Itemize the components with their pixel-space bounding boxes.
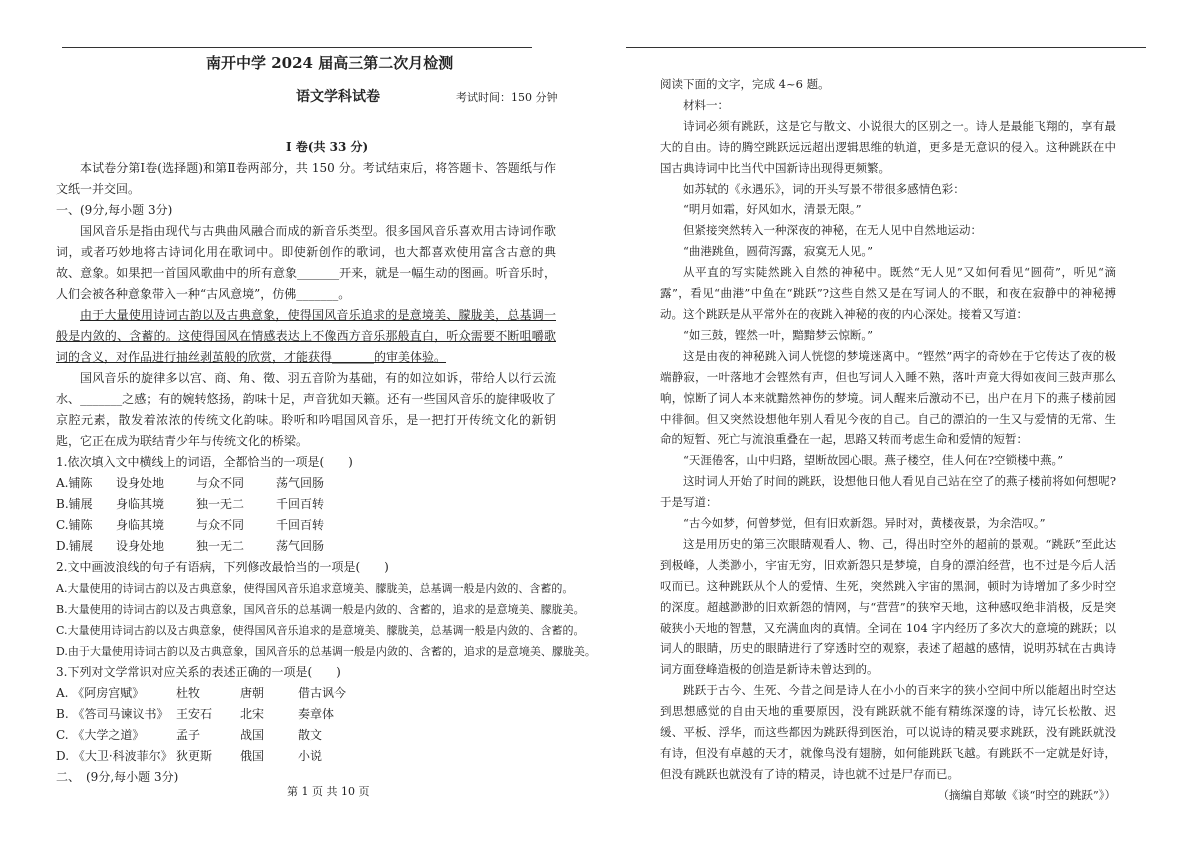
header-rule-left [62, 47, 532, 48]
q2-option-c: C.大量使用诗词古韵以及古典意象，使得国风音乐追求的是意境美、朦胧美，总基调一般是内敛的、含蓄的。 [56, 624, 585, 637]
q3-a-3: 唐朝 [240, 686, 265, 700]
q3-b-1: B. 《答司马谏议书》 [56, 707, 169, 721]
q3-d-1: D. 《大卫·科波菲尔》 [56, 749, 173, 763]
passage-para-3: 国风音乐的旋律多以宫、商、角、徵、羽五音阶为基础，有的如泣如诉，带给人以行云流水、_______之感；有的婉转悠扬，韵味十足，声音犹如天籁。还有一些国风音乐的旋律吸收了京腔元素，散发着浓浓的传统文化韵味。聆听和吟唱国风音乐，是一把打开传统文化的新钥匙，它正在成为联结青少年与传统文化的桥梁。 [56, 371, 556, 448]
school-title: 南开中学 2024 届高三第二次月检测 [206, 54, 454, 72]
article-quote-3: “如三鼓，铿然一叶，黯黯梦云惊断。” [683, 327, 874, 342]
article-quote-4: “天涯倦客，山中归路，望断故园心眼。燕子楼空，佳人何在?空锁楼中燕。” [683, 453, 1064, 468]
reading-lead: 阅读下面的文字，完成 4~6 题。 [660, 77, 830, 91]
q1-b-1: B.铺展 [56, 497, 93, 511]
header-rule-right [626, 47, 1146, 48]
q3-a-4: 借古讽今 [298, 686, 347, 700]
q2-stem: 2.文中画波浪线的句子有语病，下列修改最恰当的一项是( ) [56, 560, 389, 574]
article-para-6: 这时词人开始了时间的跳跃，设想他日他人看见自己站在空了的燕子楼前将如何想呢?于是写道： [660, 474, 1116, 510]
article-quote-5: “古今如梦，何曾梦觉，但有旧欢新怨。异时对，黄楼夜景，为余浩叹。” [683, 516, 1046, 531]
article-para-2: 如苏轼的《永遇乐》，词的开头写景不带很多感情色彩： [683, 181, 965, 196]
passage-para-2: 由于大量使用诗词古韵以及古典意象，使得国风音乐追求的是意境美、朦胧美，总基调一般是内敛的、含蓄的。这使得国风在情感表达上不像西方音乐那般直白，听众需要不断咀嚼歌词的含义，对作品进行抽丝剥茧般的欣赏，才能获得_______的审美体验。 [56, 308, 556, 364]
subject-title: 语文学科试卷 [296, 89, 380, 105]
article-quote-1: “明月如霜，好风如水，清景无限。” [683, 202, 862, 217]
material-label: 材料一： [683, 97, 729, 112]
q3-option-a [56, 683, 556, 704]
q1-options [56, 473, 556, 557]
q2-option-b: B.大量使用的诗词古韵以及古典意象，国风音乐的总基调一般是内敛的、含蓄的，追求的是意境美、朦胧美。 [56, 603, 585, 616]
q1-option-c [56, 515, 556, 536]
article-para-4: 从平直的写实陡然跳入自然的神秘中。既然“无人见”又如何看见“圆荷”，听见“滴露”，看见“曲港”中鱼在“跳跃”?这些自然又是在写词人的不眠，和夜在寂静中的神秘搏动。这个跳跃是从平常外在的夜跳入神秘的夜的内心深处。接着又写道： [660, 265, 1116, 321]
article-para-1: 诗词必须有跳跃，这是它与散文、小说很大的区别之一。诗人是最能飞翔的，享有最大的自由。诗的腾空跳跃远远超出逻辑思维的轨道，更多是无意识的侵入。这种跳跃在中国古典诗词中比当代中国新诗出现得更频繁。 [660, 118, 1116, 175]
q3-c-1: C. 《大学之道》 [56, 728, 145, 742]
article-quote-2: “曲港跳鱼，圆荷泻露，寂寞无人见。” [683, 244, 874, 259]
exam-intro: 本试卷分第Ⅰ卷(选择题)和第Ⅱ卷两部分，共 150 分。考试结束后，将答题卡、答题纸与作文纸一并交回。 [56, 161, 556, 196]
q1-c-4: 千回百转 [276, 518, 325, 532]
q1-a-4: 荡气回肠 [276, 476, 325, 490]
q1-d-4: 荡气回肠 [276, 539, 325, 553]
exam-time: 考试时间：150 分钟 [456, 91, 558, 104]
q3-d-3: 俄国 [240, 749, 265, 763]
q1-c-1: C.铺陈 [56, 518, 93, 532]
q3-c-3: 战国 [240, 728, 265, 742]
q3-b-2: 王安石 [176, 707, 213, 721]
q3-a-2: 杜牧 [176, 686, 201, 700]
q3-option-b [56, 704, 556, 725]
q3-option-d [56, 746, 556, 767]
q1-c-3: 与众不同 [196, 518, 245, 532]
q1-stem: 1.依次填入文中横线上的词语，全都恰当的一项是( ) [56, 455, 353, 469]
article-source: （摘编自郑敏《谈“时空的跳跃”》） [937, 787, 1116, 802]
q1-option-b [56, 494, 556, 515]
q1-c-2: 身临其境 [116, 518, 165, 532]
q1-d-1: D.铺展 [56, 539, 94, 553]
q2-option-a: A.大量使用的诗词古韵以及古典意象，使得国风音乐追求意境美、朦胧美，总基调一般是内敛的、含蓄的。 [56, 582, 574, 595]
q3-options [56, 683, 556, 767]
q1-b-2: 身临其境 [116, 497, 165, 511]
part1-heading: 一、(9分,每小题 3分) [56, 203, 173, 217]
q3-stem: 3.下列对文学常识对应关系的表述正确的一项是( ) [56, 665, 341, 679]
q1-b-3: 独一无二 [196, 497, 245, 511]
page-number: 第 1 页 共 10 页 [287, 785, 370, 798]
q1-d-2: 设身处地 [116, 539, 165, 553]
q1-option-d [56, 536, 556, 557]
q1-a-2: 设身处地 [116, 476, 165, 490]
q3-c-4: 散文 [298, 728, 323, 742]
passage-para-1: 国风音乐是指由现代与古典曲风融合而成的新音乐类型。很多国风音乐喜欢用古诗词作歌词，或者巧妙地将古诗词化用在歌词中。即使新创作的歌词，也大都喜欢使用富含古意的典故、意象。如果把一首国风歌曲中的所有意象_______开来，就是一幅生动的图画。听音乐时，人们会被各种意象带入一种“古风意境”，仿佛_______。 [56, 224, 556, 301]
q1-b-4: 千回百转 [276, 497, 325, 511]
q3-c-2: 孟子 [176, 728, 201, 742]
section-heading: Ⅰ 卷(共 33 分) [286, 140, 369, 154]
article-para-3: 但紧接突然转入一种深夜的神秘，在无人见中自然地运动： [683, 223, 982, 238]
q3-b-4: 奏章体 [298, 707, 335, 721]
q1-d-3: 独一无二 [196, 539, 245, 553]
q3-d-2: 狄更斯 [176, 749, 213, 763]
q3-a-1: A. 《阿房宫赋》 [56, 686, 145, 700]
q1-a-1: A.铺陈 [56, 476, 93, 490]
part2-heading: 二、 (9分,每小题 3分) [56, 770, 179, 784]
right-column [660, 74, 1116, 806]
q3-b-3: 北宋 [240, 707, 265, 721]
q2-option-d: D.由于大量使用诗词古韵以及古典意象，国风音乐的总基调一般是内敛的、含蓄的，追求的是意境美、朦胧美。 [56, 645, 596, 658]
q1-a-3: 与众不同 [196, 476, 245, 490]
article-para-5: 这是由夜的神秘跳入词人恍惚的梦境迷离中。“铿然”两字的奇妙在于它传达了夜的极端静寂，一叶落地才会铿然有声，但也写词人入睡不熟，落叶声竟大得如夜间三鼓声那么响，惊断了词人本来就黯然神伤的梦境。词人醒来后激动不已，出户在月下的燕子楼前园中徘徊。但又突然设想他年别人看见今夜的自己。自己的漂泊的一生又与爱情的无常、生命的短暂、死亡与流浪重叠在一起，思路又转而考虑生命和爱情的短暂： [660, 348, 1116, 447]
article-para-7: 这是用历史的第三次眼睛观看人、物、己，得出时空外的超前的景观。“跳跃”至此达到极峰，人类渺小，宇宙无穷，旧欢新怨只是梦境，自身的漂泊经营，也不过是今后人活叹而已。这种跳跃从个人的爱情、生死，突然跳入宇宙的黑洞，顿时为诗增加了多少时空的深度。超越渺渺的旧欢新怨的情网，与“营营”的狭窄天地，这种感叹绝非消极，反是突破狭小天地的智慧，又充满血肉的真情。全词在 104 字内经历了多次大的意境的跳跃；以词人的眼睛，历史的眼睛进行了穿透时空的观察，表述了超越的感情，说明苏轼在古典诗词方面登峰造极的创造是新诗未曾达到的。 [660, 536, 1116, 677]
q3-d-4: 小说 [298, 749, 323, 763]
left-column [56, 158, 596, 788]
article-para-8: 跳跃于古今、生死、今昔之间是诗人在小小的百来字的狭小空间中所以能超出时空达到思想感觉的自由天地的重要原因，没有跳跃就不能有精练深邃的诗，诗冗长松散、迟缓、平板、浮华，而这些都因为跳跃得到医治，可以说诗的精灵要求跳跃，没有跳跃就没有诗，但没有卓越的天才，就像鸟没有翅膀，如何能跳跃飞越。有跳跃不一定就是好诗，但没有跳跃也就没有了诗的精灵，诗也就不过是尸存而已。 [660, 683, 1116, 781]
q3-option-c [56, 725, 556, 746]
q1-option-a [56, 473, 556, 494]
